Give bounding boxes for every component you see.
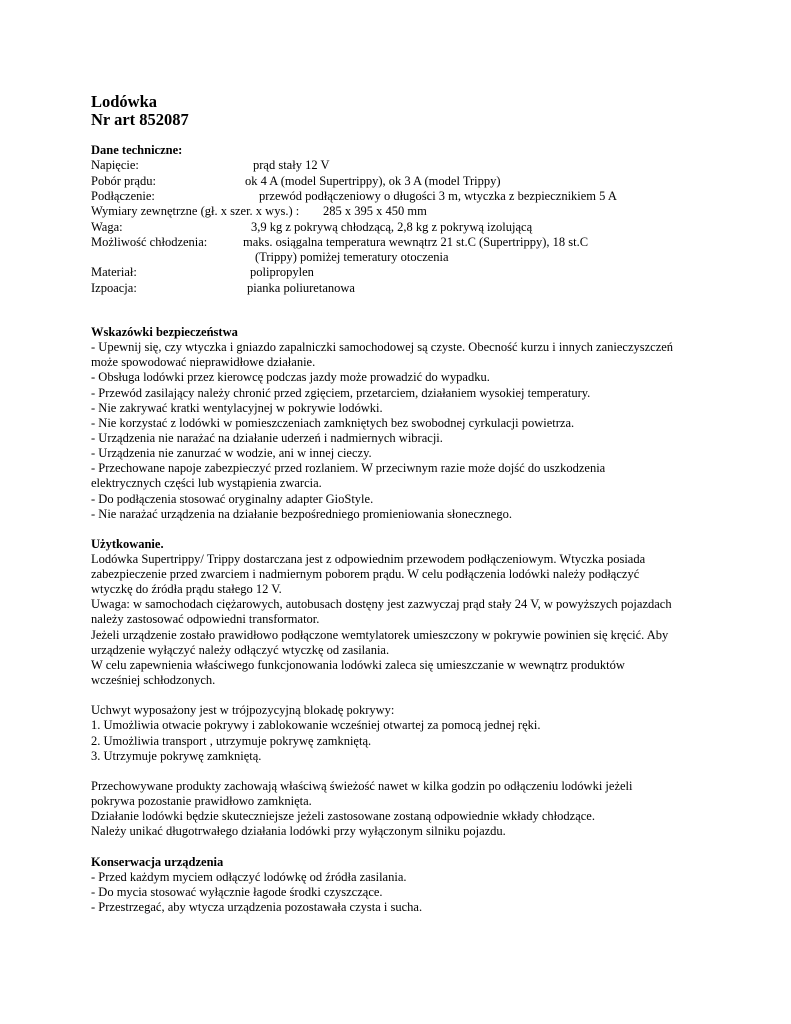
safety-heading: Wskazówki bezpieczeństwa — [91, 325, 238, 339]
spec-label: Wymiary zewnętrzne (gł. x szer. x wys.) : — [91, 204, 300, 218]
spec-value: prąd stały 12 V — [253, 158, 330, 172]
spec-label: Możliwość chłodzenia: — [91, 235, 208, 249]
spec-label: Waga: — [91, 220, 123, 234]
spec-value: maks. osiągalna temperatura wewnątrz 21 st.C (Supertrippy), 18 st.C — [243, 235, 589, 249]
lock-line: Uchwyt wyposażony jest w trójpozycyjną blokadę pokrywy: — [91, 703, 395, 717]
spec-value: przewód podłączeniowy o długości 3 m, wtyczka z bezpiecznikiem 5 A — [259, 189, 617, 203]
spec-value: 285 x 395 x 450 mm — [323, 204, 427, 218]
usage-line: urządzenie wyłączyć należy odłączyć wtyczkę od zasilania. — [91, 643, 390, 657]
safety-line: - Upewnij się, czy wtyczka i gniazdo zapalniczki samochodowej są czyste. Obecność kurzu i innych zanieczyszczeń — [91, 340, 674, 354]
lock-line: 3. Utrzymuje pokrywę zamkniętą. — [91, 749, 262, 763]
maintenance-heading: Konserwacja urządzenia — [91, 855, 224, 869]
safety-line: - Urządzenia nie zanurzać w wodzie, ani w innej cieczy. — [91, 446, 372, 460]
spec-value: ok 4 A (model Supertrippy), ok 3 A (model Trippy) — [245, 174, 501, 188]
spec-label: Materiał: — [91, 265, 137, 279]
usage-line: wtyczkę do źródła prądu stałego 12 V. — [91, 582, 282, 596]
usage-line: Uwaga: w samochodach ciężarowych, autobusach dostęny jest zazwyczaj prąd stały 24 V, w powyższych pojazdach — [91, 597, 672, 611]
article-number: Nr art 852087 — [91, 110, 189, 129]
spec-label: Napięcie: — [91, 158, 139, 172]
storage-line: Przechowywane produkty zachowają właściwą świeżość nawet w kilka godzin po odłączeniu lodówki jeżeli — [91, 779, 633, 793]
maintenance-line: - Przed każdym myciem odłączyć lodówkę od źródła zasilania. — [91, 870, 407, 884]
storage-line: pokrywa pozostanie prawidłowo zamknięta. — [91, 794, 312, 808]
maintenance-line: - Do mycia stosować wyłącznie łagode środki czyszczące. — [91, 885, 383, 899]
spec-value: 3,9 kg z pokrywą chłodzącą, 2,8 kg z pokrywą izolującą — [251, 220, 533, 234]
usage-line: zabezpieczenie przed zwarciem i nadmiernym poborem prądu. W celu podłączenia lodówki należy podłączyć — [91, 567, 640, 581]
usage-line: Jeżeli urządzenie zostało prawidłowo podłączone wemtylatorek umieszczony w pokrywie powinien się kręcić. Aby — [91, 628, 669, 642]
storage-line: Działanie lodówki będzie skuteczniejsze jeżeli zastosowane zostaną odpowiednie wkłady chłodzące. — [91, 809, 595, 823]
spec-value-continued: (Trippy) pomiżej temeratury otoczenia — [255, 250, 449, 264]
spec-label: Podłączenie: — [91, 189, 155, 203]
safety-line: - Przewód zasilający należy chronić przed zgięciem, przetarciem, działaniem wysokiej temperatury. — [91, 386, 591, 400]
spec-label: Izpoacja: — [91, 281, 137, 295]
safety-line: - Nie zakrywać kratki wentylacyjnej w pokrywie lodówki. — [91, 401, 383, 415]
safety-line: elektrycznych części lub wystąpienia zwarcia. — [91, 476, 322, 490]
usage-line: wcześniej schłodzonych. — [91, 673, 216, 687]
maintenance-line: - Przestrzegać, aby wtycza urządzenia pozostawała czysta i sucha. — [91, 900, 423, 914]
spec-value: polipropylen — [250, 265, 314, 279]
safety-line: - Przechowane napoje zabezpieczyć przed rozlaniem. W przeciwnym razie może dojść do uszkodzenia — [91, 461, 606, 475]
specs-heading: Dane techniczne: — [91, 143, 183, 157]
safety-line: - Urządzenia nie narażać na działanie uderzeń i nadmiernych wibracji. — [91, 431, 443, 445]
document-title: Lodówka — [91, 92, 158, 111]
usage-line: W celu zapewnienia właściwego funkcjonowania lodówki zaleca się umieszczanie w wewnątrz produktów — [91, 658, 625, 672]
spec-value: pianka poliuretanowa — [247, 281, 355, 295]
safety-line: - Obsługa lodówki przez kierowcę podczas jazdy może prowadzić do wypadku. — [91, 370, 490, 384]
safety-line: - Do podłączenia stosować oryginalny adapter GioStyle. — [91, 492, 374, 506]
safety-line: może spowodować nieprawidłowe działanie. — [91, 355, 316, 369]
usage-line: należy zastosować odpowiedni transformator. — [91, 612, 320, 626]
storage-line: Należy unikać długotrwałego działania lodówki przy wyłączonym silniku pojazdu. — [91, 824, 506, 838]
lock-line: 2. Umożliwia transport , utrzymuje pokrywę zamkniętą. — [91, 734, 372, 748]
usage-heading: Użytkowanie. — [91, 537, 164, 551]
lock-line: 1. Umożliwia otwacie pokrywy i zablokowanie wcześniej otwartej za pomocą jednej ręki. — [91, 718, 541, 732]
safety-line: - Nie narażać urządzenia na działanie bezpośredniego promieniowania słonecznego. — [91, 507, 512, 521]
safety-line: - Nie korzystać z lodówki w pomieszczeniach zamkniętych bez swobodnej cyrkulacji powietrza. — [91, 416, 575, 430]
usage-line: Lodówka Supertrippy/ Trippy dostarczana jest z odpowiednim przewodem podłączeniowym. Wtyczka posiada — [91, 552, 646, 566]
spec-label: Pobór prądu: — [91, 174, 156, 188]
